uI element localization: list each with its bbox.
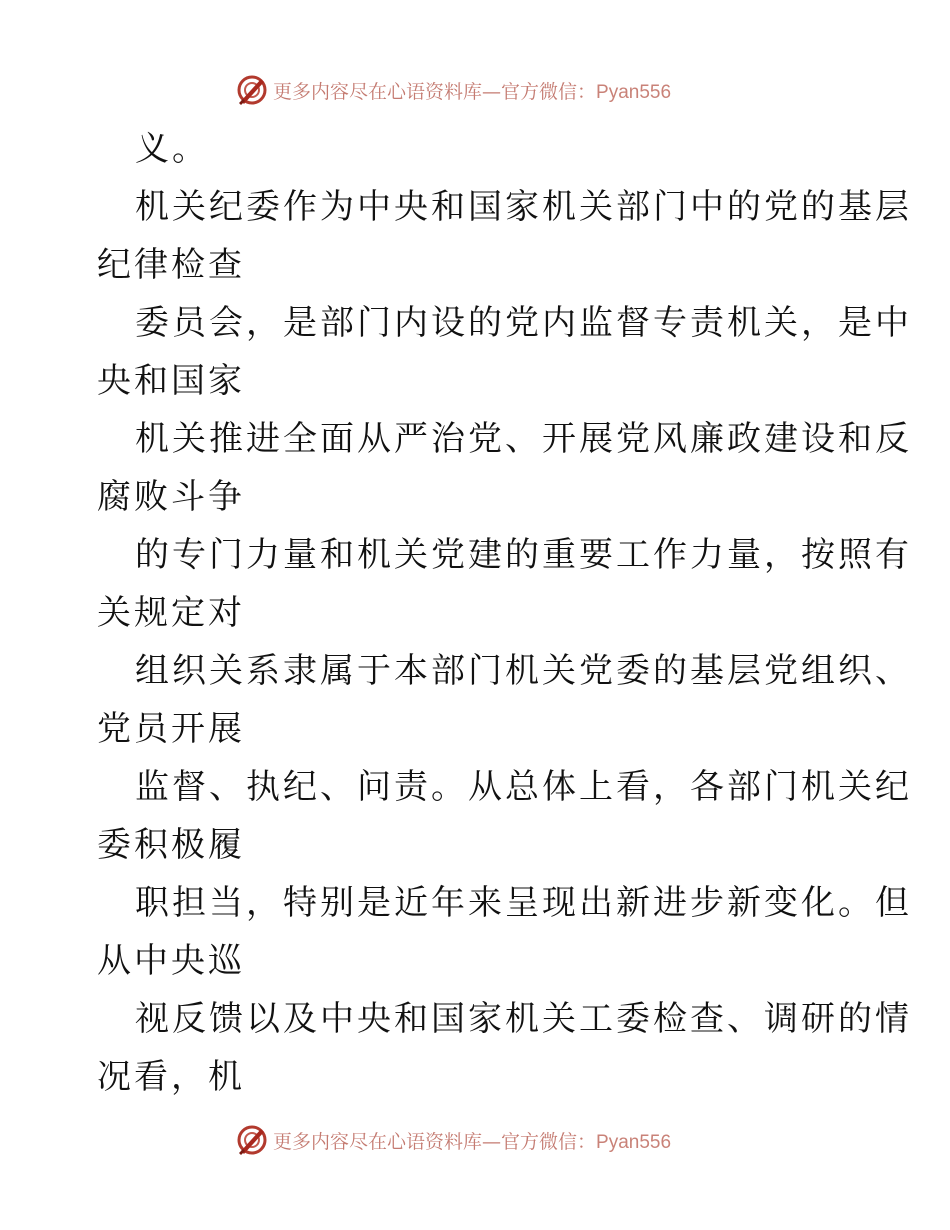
text-line: 腐败斗争 [97, 477, 245, 517]
text-line: 委员会，是部门内设的党内监督专责机关，是中 [135, 303, 912, 343]
text-line: 义。 [135, 129, 209, 169]
header-watermark [235, 70, 755, 110]
text-line: 党员开展 [97, 709, 245, 749]
footer-watermark [235, 1120, 755, 1160]
text-line: 机关纪委作为中央和国家机关部门中的党的基层 [135, 187, 912, 227]
text-line: 组织关系隶属于本部门机关党委的基层党组织、 [135, 651, 912, 691]
text-line: 的专门力量和机关党建的重要工作力量，按照有 [135, 535, 912, 575]
text-line: 况看，机 [97, 1057, 245, 1097]
text-line: 关规定对 [97, 593, 245, 633]
text-line: 视反馈以及中央和国家机关工委检查、调研的情 [135, 999, 912, 1039]
text-line: 职担当，特别是近年来呈现出新进步新变化。但 [135, 883, 912, 923]
watermark-text: 更多内容尽在心语资料库—官方微信：Pyan556 [273, 80, 672, 103]
text-line: 央和国家 [97, 361, 245, 401]
text-line: 委积极履 [97, 825, 245, 865]
text-line: 纪律检查 [97, 245, 245, 285]
text-line: 机关推进全面从严治党、开展党风廉政建设和反 [135, 419, 912, 459]
body-text [97, 120, 912, 1106]
text-line: 监督、执纪、问责。从总体上看，各部门机关纪 [135, 767, 912, 807]
text-line: 从中央巡 [97, 941, 245, 981]
pen-logo-icon [235, 73, 269, 107]
watermark-text: 更多内容尽在心语资料库—官方微信：Pyan556 [273, 1130, 672, 1153]
pen-logo-icon [235, 1123, 269, 1157]
